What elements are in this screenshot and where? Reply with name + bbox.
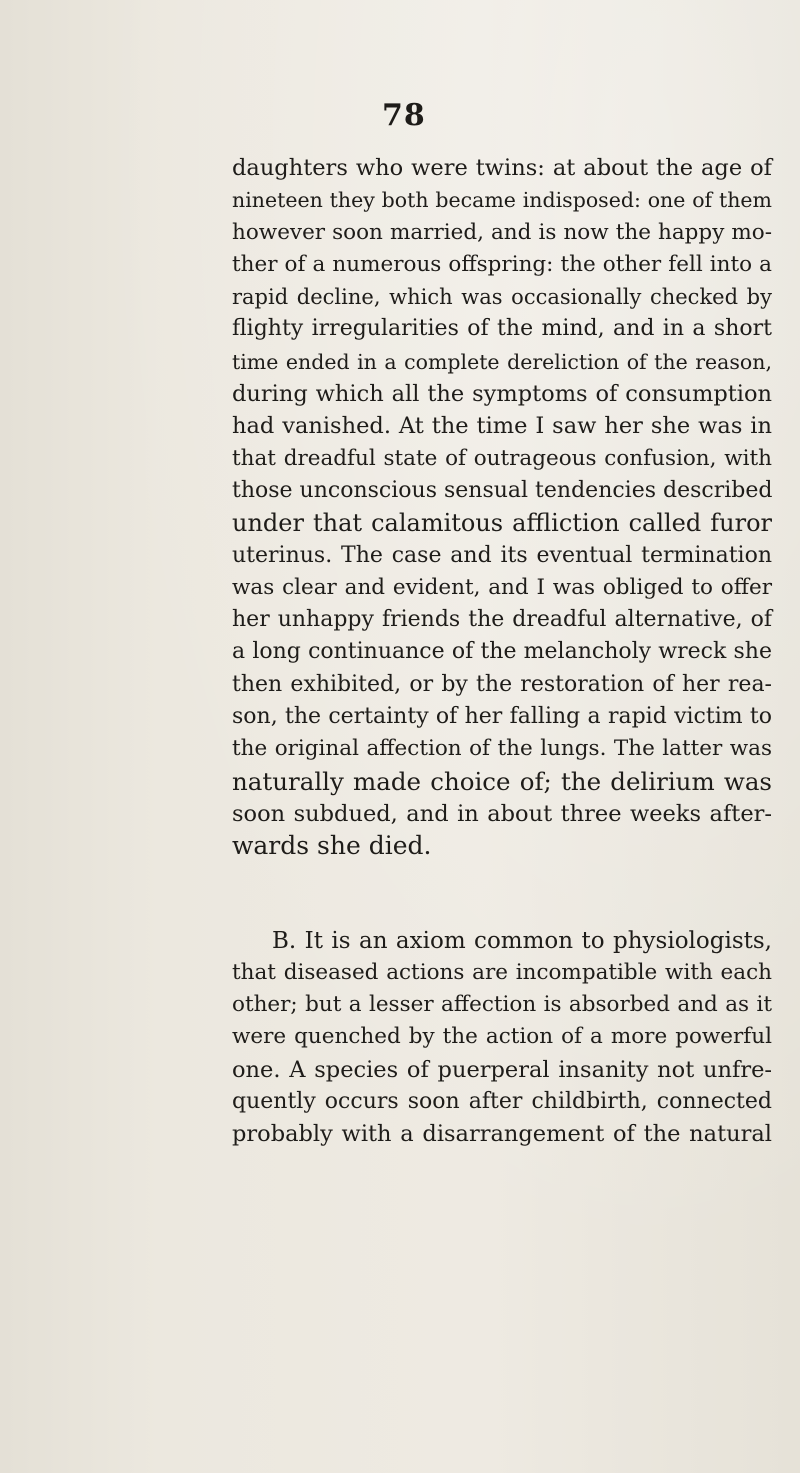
text-line: had vanished. At the time I saw her she was in (232, 413, 772, 440)
text-line: quently occurs soon after childbirth, connected (232, 1089, 772, 1115)
paragraph (232, 152, 772, 863)
paragraph-gap (232, 863, 772, 925)
text-line: uterinus. The case and its eventual termination (232, 542, 772, 568)
text-line: time ended in a complete dereliction of the reason, (232, 349, 772, 374)
text-line: those unconscious sensual tendencies described (232, 477, 773, 503)
text-line: that dreadful state of outrageous confusion, with (232, 445, 772, 471)
text-line: naturally made choice of; the delirium was (232, 766, 772, 796)
text-line: nineteen they both became indisposed: one of them (232, 188, 772, 213)
text-line: probably with a disarrangement of the natural (232, 1121, 772, 1148)
body-text (232, 152, 772, 1151)
text-line: soon subdued, and in about three weeks after- (232, 800, 772, 827)
text-line: however soon married, and is now the happy mo- (232, 219, 772, 245)
text-line: other; but a lesser affection is absorbed and as it (232, 992, 772, 1018)
text-line: under that calamitous affliction called furor (232, 509, 772, 538)
text-line: B. It is an axiom common to physiologists, (272, 927, 772, 954)
page-number: 78 (382, 98, 426, 133)
paragraph (232, 925, 772, 1151)
text-line: one. A species of puerperal insanity not unfre- (232, 1056, 772, 1083)
text-line: the original affection of the lungs. The latter was (232, 736, 772, 762)
text-line: then exhibited, or by the restoration of her rea- (232, 671, 772, 697)
text-line: that diseased actions are incompatible with each (232, 959, 772, 985)
text-line: ther of a numerous offspring: the other fell into a (232, 251, 772, 277)
text-line: her unhappy friends the dreadful alternative, of (232, 607, 772, 633)
text-line: wards she died. (232, 831, 432, 861)
text-line: was clear and evident, and I was obliged to offer (232, 574, 772, 600)
text-line: rapid decline, which was occasionally checked by (232, 285, 772, 310)
text-line: flighty irregularities of the mind, and in a short (232, 316, 772, 342)
text-line: during which all the symptoms of consumption (232, 381, 772, 408)
text-line: a long continuance of the melancholy wreck she (232, 639, 772, 665)
text-line: daughters who were twins: at about the age of (232, 155, 772, 181)
text-line: were quenched by the action of a more powerful (232, 1024, 772, 1050)
text-line: son, the certainty of her falling a rapid victim to (232, 704, 772, 730)
